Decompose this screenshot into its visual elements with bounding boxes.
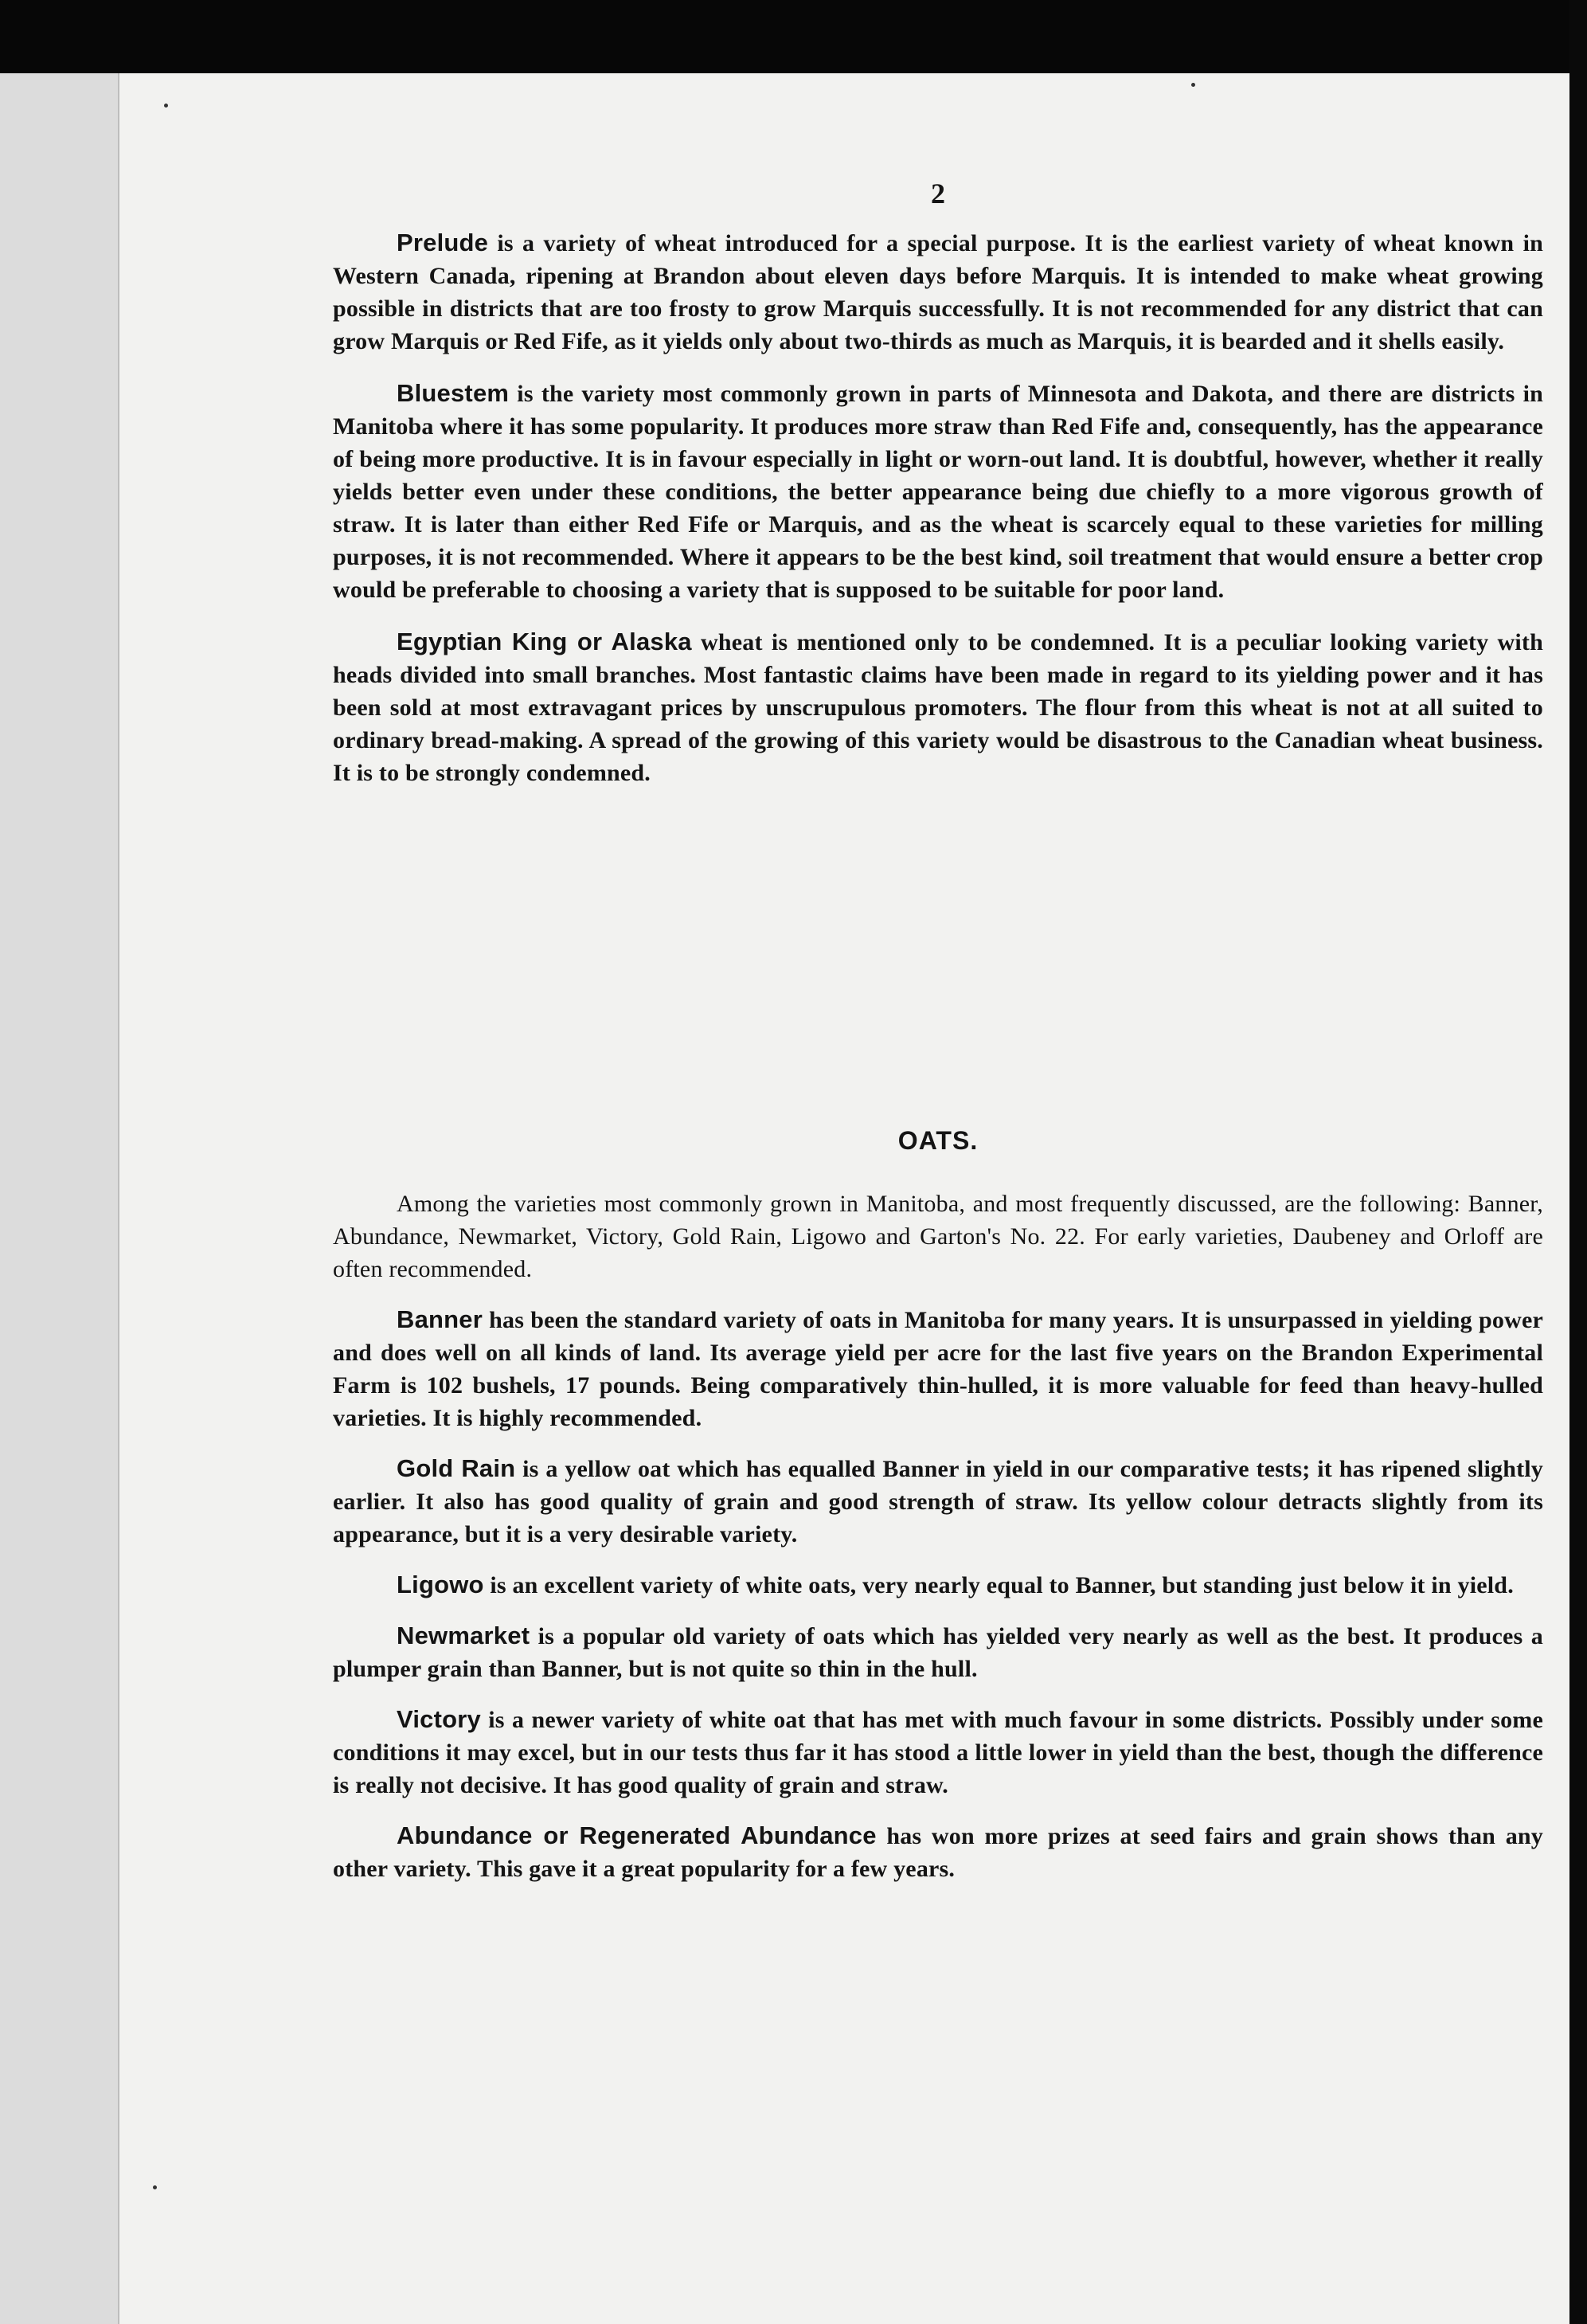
variety-description: has been the standard variety of oats in Manitoba for many years. It is unsurpassed in yielding power and does well on all kinds of land. Its average yield per acre for the last five years on the Brandon Experimental Farm is 102 bushels, 17 pounds. Being comparatively thin-hulled, it is more valuable for feed than heavy-hulled varieties. It is highly recommended. bbox=[333, 1307, 1543, 1431]
variety-name: Newmarket bbox=[397, 1622, 530, 1649]
banner-paragraph bbox=[333, 1303, 1543, 1434]
variety-name: Gold Rain bbox=[397, 1454, 516, 1482]
variety-description: is an excellent variety of white oats, very nearly equal to Banner, but standing just below it in yield. bbox=[483, 1572, 1514, 1598]
oats-section bbox=[333, 1126, 1543, 1885]
wheat-section bbox=[333, 226, 1543, 789]
variety-name: Bluestem bbox=[397, 379, 510, 407]
scan-speck bbox=[153, 2185, 157, 2189]
gold-rain-paragraph bbox=[333, 1452, 1543, 1551]
abundance-paragraph bbox=[333, 1819, 1543, 1885]
variety-name: Banner bbox=[397, 1305, 483, 1333]
section-heading-oats: OATS. bbox=[897, 1126, 979, 1155]
variety-name: Prelude bbox=[397, 229, 489, 256]
variety-description: is a popular old variety of oats which has yielded very nearly as well as the best. It produces a plumper grain than Banner, but is not quite so thin in the hull. bbox=[333, 1623, 1543, 1682]
variety-description: is a yellow oat which has equalled Banner in yield in our comparative tests; it has ripened slightly earlier. It also has good quality of grain and good strength of straw. Its yellow colour detracts slightly from its appearance, but it is a very desirable variety. bbox=[333, 1456, 1544, 1547]
variety-description: wheat is mentioned only to be condemned. It is a peculiar looking variety with heads divided into small branches. Most fantastic claims have been made in regard to its yielding power and it has been sold at most extravagant prices by unscrupulous promoters. The flour from this wheat is not at all suited to ordinary bread-making. A spread of the growing of this variety would be disastrous to the Canadian wheat business. It is to be strongly condemned. bbox=[333, 629, 1544, 786]
egyptian-king-paragraph bbox=[333, 625, 1543, 789]
variety-description: is the variety most commonly grown in parts of Minnesota and Dakota, and there are districts in Manitoba where it has some popularity. It produces more straw than Red Fife and, consequently, has the appearance of being more productive. It is in favour especially in light or worn-out land. It is doubtful, however, whether it really yields better even under these conditions, the better appearance being due chiefly to a more vigorous growth of straw. It is later than either Red Fife or Marquis, and as the wheat is scarcely equal to these varieties for milling purposes, it is not recommended. Where it appears to be the best kind, soil treatment that would ensure a better crop would be preferable to choosing a variety that is supposed to be suitable for poor land. bbox=[333, 381, 1543, 603]
scan-top-border bbox=[0, 0, 1587, 73]
bluestem-paragraph bbox=[333, 377, 1543, 606]
variety-name: Victory bbox=[397, 1705, 481, 1733]
oats-intro-paragraph: Among the varieties most commonly grown in Manitoba, and most frequently discussed, are the following: Banner, Abundance, Newmarket, Victory, Gold Rain, Ligowo and Garton's No. 22. For early varieties, Daubeney and Orloff are often recommended. bbox=[333, 1191, 1543, 1282]
prelude-paragraph bbox=[333, 226, 1543, 358]
variety-description: has won more prizes at seed fairs and grain shows than any other variety. This gave it a great popularity for a few years. bbox=[333, 1823, 1543, 1882]
variety-description: is a variety of wheat introduced for a special purpose. It is the earliest variety of wheat known in Western Canada, ripening at Brandon about eleven days before Marquis. It is intended to make wheat growing possible in districts that are too frosty to grow Marquis successfully. It is not recommended for any district that can grow Marquis or Red Fife, as it yields only about two-thirds as much as Marquis, it is bearded and it shells easily. bbox=[333, 230, 1543, 354]
newmarket-paragraph bbox=[333, 1619, 1543, 1685]
page-number: 2 bbox=[931, 178, 945, 209]
scan-speck bbox=[1191, 83, 1195, 87]
variety-name: Ligowo bbox=[397, 1571, 484, 1598]
scan-speck bbox=[164, 104, 168, 108]
ligowo-paragraph bbox=[333, 1568, 1543, 1602]
variety-description: is a newer variety of white oat that has met with much favour in some districts. Possibly under some conditions it may excel, but in our tests thus far it has stood a little lower in yield than the best, though the difference is really not decisive. It has good quality of grain and straw. bbox=[333, 1707, 1543, 1798]
variety-name: Abundance or Regenerated Abundance bbox=[397, 1821, 877, 1849]
variety-name: Egyptian King or Alaska bbox=[397, 628, 692, 655]
document-page bbox=[118, 73, 1569, 2324]
scan-right-border bbox=[1569, 0, 1587, 2324]
victory-paragraph bbox=[333, 1703, 1543, 1802]
